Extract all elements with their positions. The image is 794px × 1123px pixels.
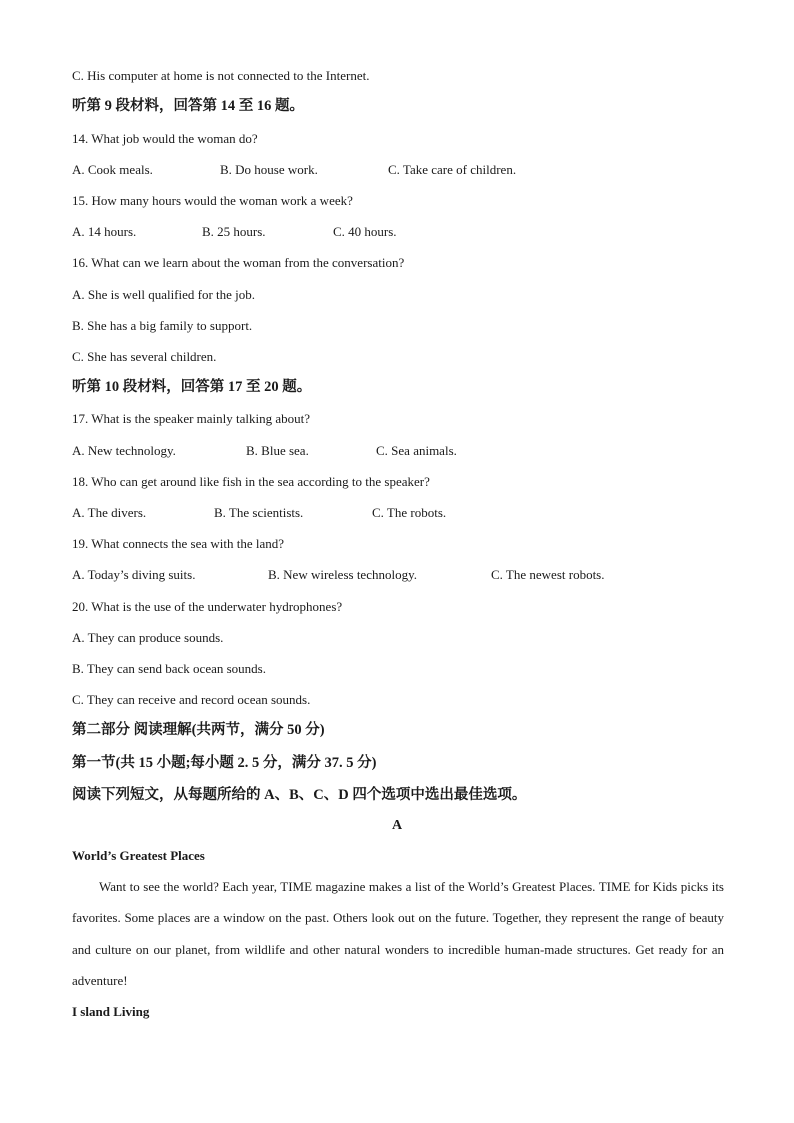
passage-letter: A bbox=[391, 818, 403, 833]
passage-paragraph: Want to see the world? Each year, TIME magazine makes a list of the World’s Greatest Places. TIME for Kids picks its favorites. Some places are a window on the past. Others look out on the future. Together, they represent the range of beauty and culture on our planet, from wildlife and other natural wonders to incredible human-made structures. Get ready for an adventure! bbox=[72, 879, 724, 988]
option-line-c: C. His computer at home is not connected to the Internet. bbox=[72, 68, 370, 83]
q15-option-c: C. 40 hours. bbox=[333, 224, 397, 239]
q17-option-b: B. Blue sea. bbox=[246, 443, 309, 458]
passage-subheading: I sland Living bbox=[72, 1004, 150, 1019]
q15-option-b: B. 25 hours. bbox=[202, 224, 266, 239]
q14-option-a: A. Cook meals. bbox=[72, 162, 153, 177]
part2-title: 第二部分 阅读理解(共两节，满分 50 分) bbox=[72, 722, 325, 738]
section9-instruction: 听第 9 段材料，回答第 14 至 16 题。 bbox=[72, 98, 304, 114]
q20-option-a: A. They can produce sounds. bbox=[72, 630, 224, 645]
q17-option-a: A. New technology. bbox=[72, 443, 176, 458]
question-20: 20. What is the use of the underwater hydrophones? bbox=[72, 599, 343, 614]
q14-option-b: B. Do house work. bbox=[220, 162, 318, 177]
q14-option-c: C. Take care of children. bbox=[388, 162, 517, 177]
q16-option-c: C. She has several children. bbox=[72, 349, 217, 364]
question-18: 18. Who can get around like fish in the sea according to the speaker? bbox=[72, 474, 430, 489]
q16-option-a: A. She is well qualified for the job. bbox=[72, 287, 256, 302]
q18-option-b: B. The scientists. bbox=[214, 505, 304, 520]
q20-option-b: B. They can send back ocean sounds. bbox=[72, 661, 266, 676]
passage-title: World’s Greatest Places bbox=[72, 848, 205, 863]
section10-instruction: 听第 10 段材料，回答第 17 至 20 题。 bbox=[72, 379, 312, 395]
q19-option-a: A. Today’s diving suits. bbox=[72, 567, 196, 582]
q19-option-c: C. The newest robots. bbox=[491, 567, 605, 582]
q20-option-c: C. They can receive and record ocean sounds. bbox=[72, 692, 311, 707]
question-17: 17. What is the speaker mainly talking about? bbox=[72, 411, 311, 426]
q19-option-b: B. New wireless technology. bbox=[268, 567, 417, 582]
part2-section1: 第一节(共 15 小题;每小题 2. 5 分，满分 37. 5 分) bbox=[72, 755, 377, 771]
question-16: 16. What can we learn about the woman from the conversation? bbox=[72, 255, 405, 270]
q17-option-c: C. Sea animals. bbox=[376, 443, 457, 458]
question-19: 19. What connects the sea with the land? bbox=[72, 536, 285, 551]
question-15: 15. How many hours would the woman work a week? bbox=[72, 193, 353, 208]
q18-option-a: A. The divers. bbox=[72, 505, 147, 520]
part2-instruction: 阅读下列短文，从每题所给的 A、B、C、D 四个选项中选出最佳选项。 bbox=[72, 787, 527, 803]
q16-option-b: B. She has a big family to support. bbox=[72, 318, 253, 333]
q18-option-c: C. The robots. bbox=[372, 505, 447, 520]
q15-option-a: A. 14 hours. bbox=[72, 224, 137, 239]
question-14: 14. What job would the woman do? bbox=[72, 131, 258, 146]
